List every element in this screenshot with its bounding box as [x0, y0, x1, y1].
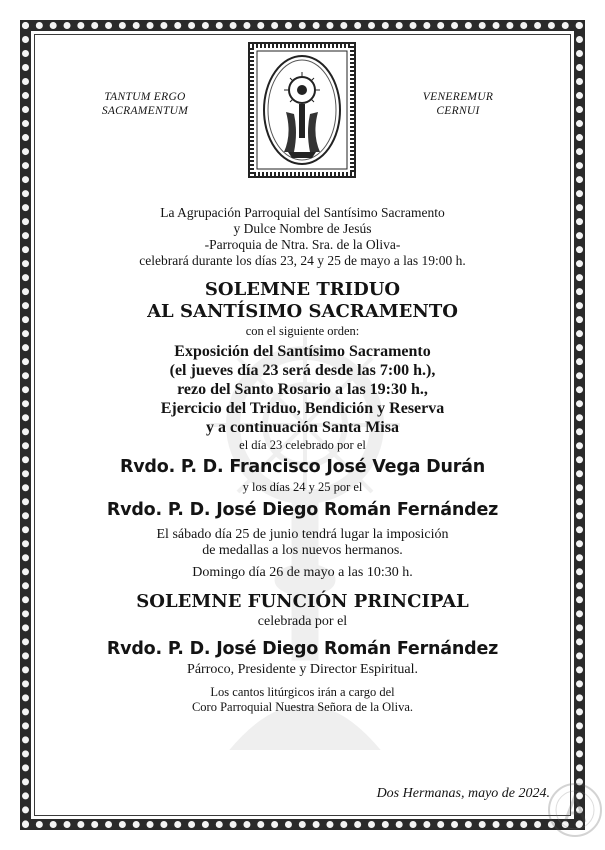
order-item: (el jueves día 23 será desde las 7:00 h.),: [169, 362, 436, 379]
order-item: y a continuación Santa Misa: [206, 419, 399, 436]
function-celebrated: celebrada por el: [257, 614, 348, 629]
medals-text: [40, 527, 565, 559]
motto-right-line: CERNUI: [436, 105, 480, 117]
signature-line: Dos Hermanas, mayo de 2024.: [376, 786, 550, 801]
motto-left-line: TANTUM ERGO: [104, 91, 186, 103]
order-intro: con el siguiente orden:: [245, 324, 360, 338]
intro-block: [40, 205, 565, 269]
order-item: rezo del Santo Rosario a las 19:30 h.,: [177, 381, 428, 398]
corner-seal-icon: [547, 782, 603, 838]
intro-line: celebrará durante los días 23, 24 y 25 de mayo a las 19:00 h.: [139, 253, 466, 268]
sunday-text: Domingo día 26 de mayo a las 10:30 h.: [192, 565, 413, 580]
medals-line: El sábado día 25 de junio tendrá lugar la imposición: [156, 527, 449, 542]
choir-line: Coro Parroquial Nuestra Señora de la Oliva.: [191, 700, 414, 714]
priest-name-1: Rvdo. P. D. Francisco José Vega Durán: [119, 457, 486, 477]
triduo-title: [40, 279, 565, 323]
monstrance-emblem: [248, 42, 356, 178]
announcement-body: [40, 205, 565, 715]
days-24-25-text: y los días 24 y 25 por el: [242, 480, 363, 494]
motto-right: [398, 90, 518, 118]
day23-text: el día 23 celebrado por el: [239, 438, 366, 452]
order-list: [40, 342, 565, 437]
motto-right-line: VENEREMUR: [422, 91, 494, 103]
triduo-title-line: SOLEMNE TRIDUO: [204, 279, 401, 300]
order-item: Ejercicio del Triduo, Bendición y Reserva: [160, 400, 445, 417]
priest-name-3: Rvdo. P. D. José Diego Román Fernández: [106, 639, 499, 659]
intro-line: La Agrupación Parroquial del Santísimo Sacramento: [160, 205, 445, 220]
triduo-title-line: AL SANTÍSIMO SACRAMENTO: [147, 301, 458, 322]
motto-left-line: SACRAMENTUM: [101, 105, 189, 117]
intro-line: -Parroquia de Ntra. Sra. de la Oliva-: [204, 237, 401, 252]
choir-text: [40, 685, 565, 715]
intro-line: y Dulce Nombre de Jesús: [233, 221, 372, 236]
motto-left: [86, 90, 204, 118]
priest-name-2: Rvdo. P. D. José Diego Román Fernández: [106, 500, 499, 520]
medals-line: de medallas a los nuevos hermanos.: [202, 543, 403, 558]
order-item: Exposición del Santísimo Sacramento: [174, 343, 431, 360]
function-title: SOLEMNE FUNCIÓN PRINCIPAL: [136, 591, 469, 612]
priest-3-role: Párroco, Presidente y Director Espiritual.: [187, 662, 418, 677]
choir-line: Los cantos litúrgicos irán a cargo del: [210, 685, 395, 699]
